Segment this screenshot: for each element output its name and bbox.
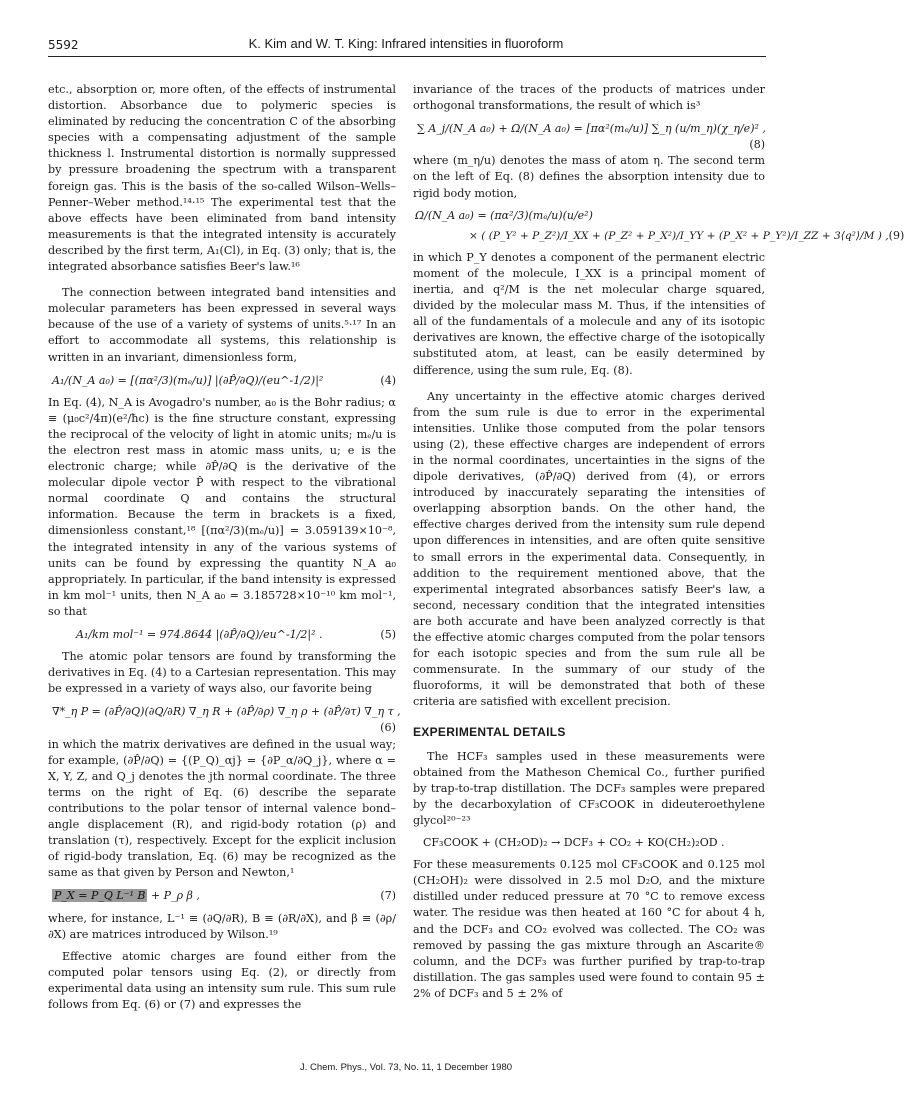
- equation-7-remainder: + P_ρ β ,: [150, 889, 200, 903]
- equation-8: [413, 121, 765, 137]
- header-rule: [48, 56, 766, 57]
- equation-9-number: (9): [888, 228, 904, 242]
- equation-4-expression: A₁/(N_A a₀) = [(πα²/3)(mₑ/u)] |(∂P̂/∂Q)/(eu^-1/2)|²: [52, 373, 324, 387]
- equation-8-number: (8): [749, 138, 765, 152]
- equation-8-expression: ∑ A_j/(N_A a₀) + Ω/(N_A a₀) = [πα²(mₑ/u)] ∑_η (u/m_η)(χ_η/e)² ,: [417, 122, 766, 136]
- equation-9-line-1: Ω/(N_A a₀) = (πα²/3)(mₑ/u)(u/e²): [415, 208, 593, 222]
- section-heading-experimental: EXPERIMENTAL DETAILS: [413, 725, 566, 740]
- paragraph-matrix-derivatives: in which the matrix derivatives are defined in the usual way; for example, (∂P̂/∂Q) = {(P_Q)_αj} = {∂P_α/∂Q_j}, where α = X, Y, Z, and Q_j denotes the jth normal coordinate. The three terms on the right of Eq. (6) describe the separate contributions to the polar tensor of internal valence bond–angle displacement (R), and rigid-body rotation (ρ) and translation (τ), respectively. Except for the explicit inclusion of rigid-body translation, Eq. (6) may be recognized as the same as that given by Person and Newton,¹: [48, 737, 396, 880]
- paragraph-eq4-definitions: In Eq. (4), N_A is Avogadro's number, a₀ is the Bohr radius; α ≡ (μ₀c²/4π)(e²/ħc) is the fine structure constant, expressing the reciprocal of the velocity of light in atomic units; mₑ/u is the electron rest mass in atomic mass units, u; e is the electronic charge; while ∂P̂/∂Q is the derivative of the molecular dipole vector P̂ with respect to the vibrational normal coordinate Q and contains the structural information. Because the term in brackets is a fixed, dimensionless constant,¹⁸ [(πα²/3)(mₑ/u)] = 3.059139×10⁻⁸, the integrated intensity in any of the various systems of units can be found by expressing the quantity N_A a₀ appropriately. In particular, if the band intensity is expressed in km mol⁻¹ units, then N_A a₀ = 3.185728×10⁻¹⁰ km mol⁻¹, so that: [48, 395, 396, 618]
- equation-4: [48, 373, 396, 389]
- equation-7: [48, 888, 396, 904]
- equation-5-expression: A₁/km mol⁻¹ = 974.8644 |(∂P̂/∂Q)/eu^-1/2|² .: [76, 628, 323, 641]
- equation-9-line-2: × ( (P_Y² + P_Z²)/I_XX + (P_Z² + P_X²)/I_YY + (P_X² + P_Y²)/I_ZZ + 3⟨q²⟩/M ) ,: [469, 229, 889, 242]
- reaction-equation: CF₃COOK + (CH₂OD)₂ → DCF₃ + CO₂ + KO(CH₂)₂OD .: [423, 836, 725, 850]
- paragraph-samples: The HCF₃ samples used in these measurements were obtained from the Matheson Chemical Co., further purified by trap-to-trap distillation. The DCF₃ samples were prepared by the decarboxylation of CF₃COOK in dideuteroethylene glycol²⁰⁻²³: [413, 749, 765, 827]
- page-number: 5592: [48, 38, 79, 52]
- equation-6-expression: ∇*_η P = (∂P̂/∂Q)(∂Q/∂R) ∇_η R + (∂P̂/∂ρ) ∇_η ρ + (∂P̂/∂τ) ∇_η τ ,: [52, 705, 401, 719]
- paragraph-wilson-matrices: where, for instance, L⁻¹ ≡ (∂Q/∂R), B ≡ (∂R/∂X), and β ≡ (∂ρ/∂X) are matrices introduced by Wilson.¹⁹: [48, 911, 396, 941]
- paragraph-invariance: invariance of the traces of the products of matrices under orthogonal transformations, the result of which is³: [413, 83, 765, 113]
- right-column: [413, 82, 904, 1002]
- paragraph-intensity-distortion: etc., absorption or, more often, of the effects of instrumental distortion. Absorbance due to polymeric species is eliminated by reducing the concentration C of the absorbing species with a compensating adjustment of the sample thickness l. Instrumental distortion is normally suppressed by pressure broadening the spectrum with a transparent foreign gas. This is the basis of the so-called Wilson–Wells–Penner–Weber method.¹⁴·¹⁵ The experimental test that the above effects have been eliminated from band intensity measurements is that the integrated intensity is accurately described by the first term, A₁(Cl), in Eq. (3) only; that is, the integrated absorbance satisfies Beer's law.¹⁶: [48, 83, 396, 274]
- equation-4-number: (4): [380, 373, 396, 387]
- left-column: [48, 82, 401, 1013]
- paragraph-units-connection: The connection between integrated band intensities and molecular parameters has been expressed in several ways because of the use of a variety of systems of units.⁵·¹⁷ In an effort to accommodate all systems, this relationship is written in an invariant, dimensionless form,: [48, 286, 396, 364]
- paragraph-polar-tensors: The atomic polar tensors are found by transforming the derivatives in Eq. (4) to a Cartesian representation. This may be expressed in a variety of ways also, our favorite being: [48, 650, 396, 696]
- equation-6-number: (6): [380, 721, 396, 735]
- paragraph-effective-charges: Effective atomic charges are found either from the computed polar tensors using Eq. (2), or directly from experimental data using an intensity sum rule. This sum rule follows from Eq. (6) or (7) and expresses the: [48, 949, 396, 1011]
- equation-7-number: (7): [380, 889, 396, 903]
- paragraph-procedure: For these measurements 0.125 mol CF₃COOK and 0.125 mol (CH₂OH)₂ were dissolved in 2.5 mol D₂O, and the mixture distilled under reduced pressure at 70 °C to remove excess water. The residue was then heated at 160 °C for about 4 h, and the DCF₃ and CO₂ evolved was collected. The CO₂ was removed by passing the gas mixture through an Ascarite® column, and the DCF₃ was further purified by trap-to-trap distillation. The gas samples used were found to contain 95 ± 2% of DCF₃ and 5 ± 2% of: [413, 858, 765, 1000]
- equation-6: [48, 704, 401, 720]
- equation-7-highlighted-term: P_X = P_Q L⁻¹ B: [54, 889, 146, 903]
- running-head: K. Kim and W. T. King: Infrared intensities in fluoroform: [248, 36, 564, 51]
- equation-5: [48, 627, 396, 643]
- paragraph-uncertainty: Any uncertainty in the effective atomic charges derived from the sum rule is due to error in the experimental intensities. Unlike those computed from the polar tensors using (2), these effective charges are independent of errors in the normal coordinates, uncertainties in the signs of the dipole derivatives, (∂P̂/∂Q) derived from (4), or errors introduced by inaccurately separating the intensities of overlapping absorption bands. On the other hand, the effective charges derived from the intensity sum rule depend upon differences in intensities, and are often quite sensitive to small errors in the experimental data. Consequently, in addition to the requirement mentioned above, that the experimental integrated absorbances satisfy Beer's law, a second, necessary condition that the integrated intensities are both accurate and have been analyzed correctly is that the effective atomic charges computed from the polar tensors for each isotopic species and from the sum rule all be commensurate. In the summary of our study of the fluoroforms, it will be demonstrated that both of these criteria are satisfied with excellent precision.: [413, 389, 765, 709]
- equation-5-number: (5): [380, 628, 396, 641]
- paragraph-atom-mass: where (m_η/u) denotes the mass of atom η. The second term on the left of Eq. (8) defines the absorption intensity due to rigid body motion,: [413, 154, 765, 200]
- paragraph-permanent-moment: in which P_Y denotes a component of the permanent electric moment of the molecule, I_XX is a principal moment of inertia, and q²/M is the net molecular charge squared, divided by the molecular mass M. Thus, if the intensities of all of the fundamentals of a molecule and any of its isotopic derivatives are known, the effective charge of the isotopically substituted atom, at least, can be easily determined by difference, using the sum rule, Eq. (8).: [413, 250, 765, 377]
- journal-citation-footer: J. Chem. Phys., Vol. 73, No. 11, 1 December 1980: [299, 1062, 513, 1073]
- equation-9: [413, 208, 904, 244]
